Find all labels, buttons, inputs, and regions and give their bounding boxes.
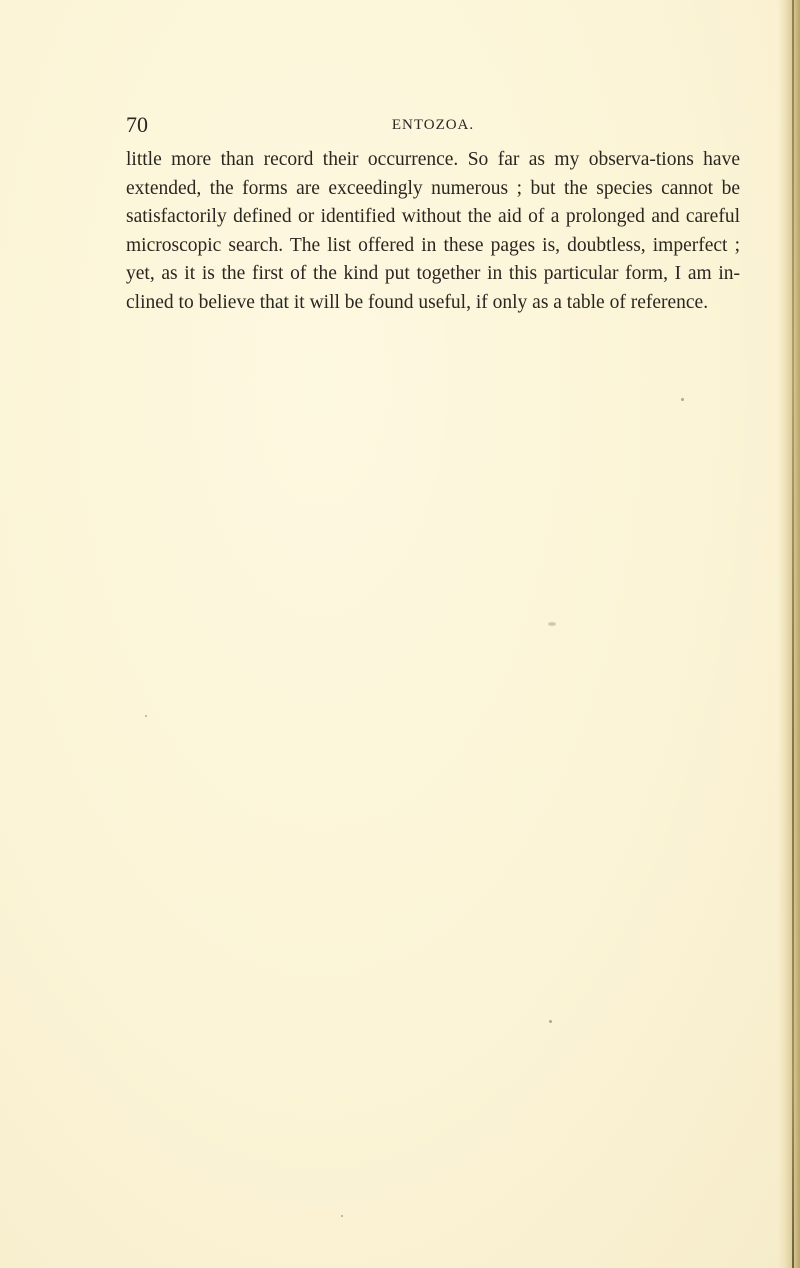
page-number: 70 xyxy=(126,112,148,137)
paper-speck xyxy=(341,1215,343,1217)
paper-speck xyxy=(549,1020,552,1023)
page-edge-shadow xyxy=(778,0,800,1268)
paper-speck xyxy=(548,622,556,626)
running-head: ENTOZOA. xyxy=(391,117,475,133)
page-header xyxy=(126,112,740,138)
paper-speck xyxy=(681,398,684,401)
page-edge-line xyxy=(792,0,794,1268)
body-paragraph: little more than record their occurrence. So far as my observa-tions have extended, the forms are exceedingly numerous ; but the species cannot be satisfactorily defined or identified without the aid of a prolonged and careful microscopic search. The list offered in these pages is, doubtless, imperfect ; yet, as it is the first of the kind put together in this particular form, I am in-clined to believe that it will be found useful, if only as a table of reference. xyxy=(126,149,740,313)
paper-speck xyxy=(145,715,147,717)
